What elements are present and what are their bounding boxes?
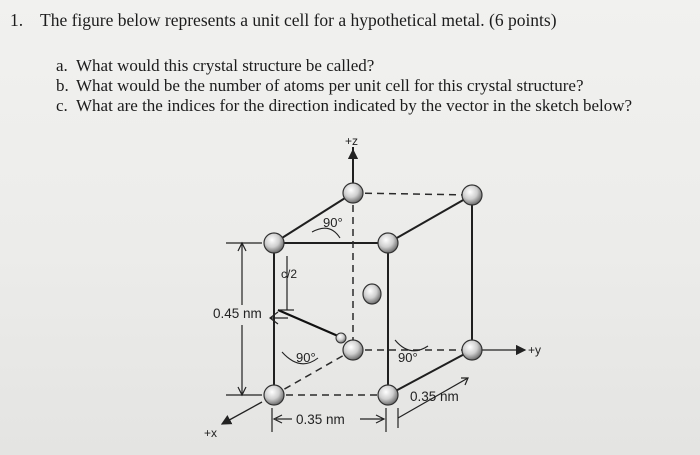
angle-label-top: 90° bbox=[323, 215, 343, 230]
height-dimension-label: 0.45 nm bbox=[213, 306, 262, 321]
atom-top-back-right bbox=[462, 185, 482, 205]
x-axis-arrow bbox=[222, 402, 262, 424]
direction-vector bbox=[278, 310, 338, 336]
y-axis-label: +y bbox=[528, 343, 542, 357]
atom-bottom-back-right bbox=[462, 340, 482, 360]
question-stem: The figure below represents a unit cell for a hypothetical metal. (6 points) bbox=[40, 10, 557, 30]
c-half-label: c/2 bbox=[281, 267, 298, 281]
atom-top-back-left bbox=[343, 183, 363, 203]
sub-question-letter: c. bbox=[56, 96, 68, 115]
atom-top-front-left bbox=[264, 233, 284, 253]
atoms bbox=[264, 183, 482, 405]
depth-dimension-label: 0.35 nm bbox=[410, 389, 459, 404]
angle-label-left: 90° bbox=[296, 350, 316, 365]
sub-question-text: What would be the number of atoms per unit cell for this crystal structure? bbox=[76, 76, 584, 95]
sub-question-text: What are the indices for the direction indicated by the vector in the sketch below? bbox=[76, 96, 633, 115]
angle-label-right: 90° bbox=[398, 350, 418, 365]
vector-tip-atom bbox=[336, 333, 346, 343]
atom-bottom-back-left bbox=[343, 340, 363, 360]
x-axis-label: +x bbox=[204, 426, 218, 440]
atom-bottom-front-left bbox=[264, 385, 284, 405]
atom-bottom-front-right bbox=[378, 385, 398, 405]
width-dimension-label: 0.35 nm bbox=[296, 412, 345, 427]
atom-body-center bbox=[363, 284, 381, 304]
atom-top-front-right bbox=[378, 233, 398, 253]
c-half-dimension bbox=[280, 256, 294, 310]
sub-question-text: What would this crystal structure be called? bbox=[76, 56, 375, 75]
sub-question-letter: a. bbox=[56, 56, 68, 75]
question-number: 1. bbox=[10, 10, 24, 30]
z-axis-label: +z bbox=[345, 134, 359, 148]
sub-question-letter: b. bbox=[56, 76, 69, 95]
